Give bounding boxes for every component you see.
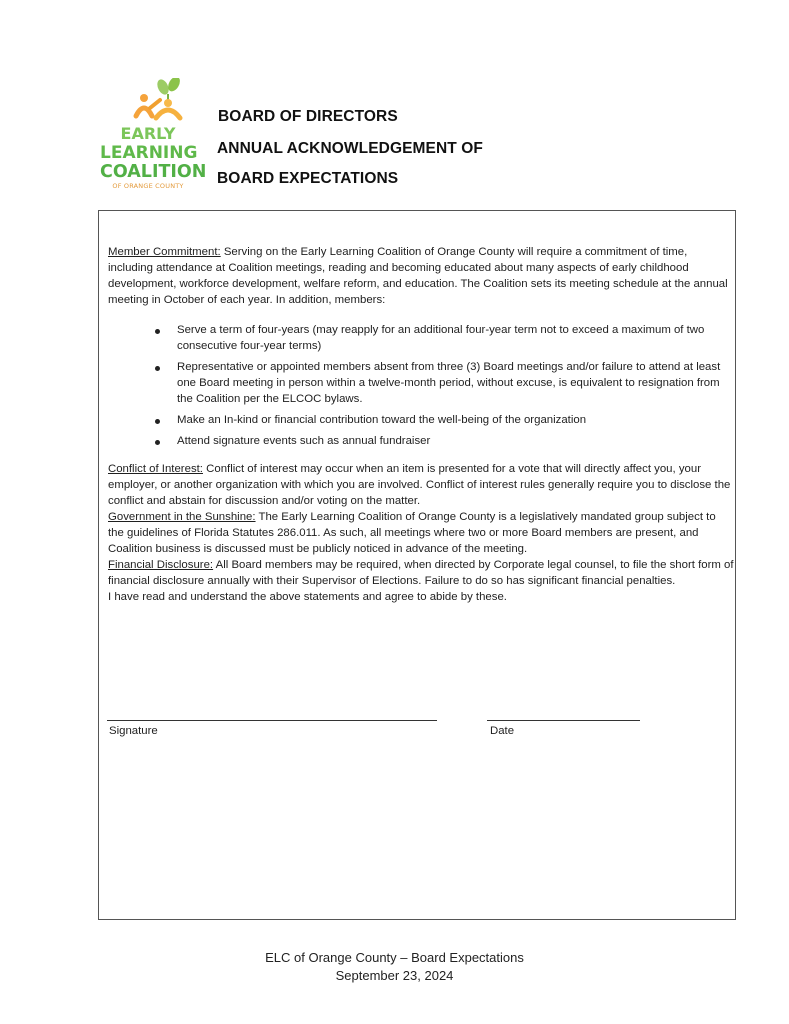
footer-title: ELC of Orange County – Board Expectations — [265, 950, 524, 965]
bullet-icon — [155, 440, 160, 445]
conflict-of-interest-paragraph: Conflict of Interest: Conflict of interest may occur when an item is presented for a vote that will directly affect you, your employer, or another organization with which you are involved. Conflict of interest rules generally require you to disclose the conflict and abstain for discussion and/or voting on the matter. — [108, 463, 731, 507]
member-commitment-heading: Member Commitment: — [108, 246, 221, 258]
leaf-figures-icon — [130, 78, 190, 124]
financial-disclosure-paragraph: Financial Disclosure: All Board members may be required, when directed by Corporate legal counsel, to file the short form of financial disclosure annually with their Supervisor of Elections. Failure to do so has significant financial penalties. — [108, 559, 734, 587]
list-item: Serve a term of four-years (may reapply for an additional four-year term not to exceed a maximum of two consecutive four-year terms) — [152, 322, 732, 354]
policies-section — [108, 461, 734, 605]
heading-board-of-directors: BOARD OF DIRECTORS — [218, 108, 398, 125]
member-commitment-text: Serving on the Early Learning Coalition of Orange County will require a commitment of time, including attendance at Coalition meetings, reading and becoming educated about many aspects of early childhood development, workforce development, welfare reform, and education. The Coalition sets its meeting schedule at the annual meeting in October of each year. In addition, members: — [108, 246, 728, 306]
date-label: Date — [490, 725, 515, 737]
logo-text-coalition: COALITION — [100, 162, 207, 182]
list-item: Make an In-kind or financial contribution toward the well-being of the organization — [152, 412, 732, 428]
financial-disclosure-heading: Financial Disclosure: — [108, 559, 214, 571]
member-requirements-list — [152, 322, 732, 454]
list-item: Attend signature events such as annual fundraiser — [152, 433, 732, 449]
signature-label: Signature — [109, 725, 158, 737]
logo-text-early: EARLY — [120, 124, 176, 143]
logo-text-county: OF ORANGE COUNTY — [112, 182, 184, 190]
heading-board-expectations: BOARD EXPECTATIONS — [217, 170, 399, 187]
bullet-icon — [155, 366, 160, 371]
heading-annual-acknowledgement: ANNUAL ACKNOWLEDGEMENT OF — [217, 140, 483, 157]
agreement-statement: I have read and understand the above statements and agree to abide by these. — [108, 591, 507, 603]
sunshine-heading: Government in the Sunshine: — [108, 511, 256, 523]
elc-logo — [100, 78, 207, 190]
member-commitment-paragraph — [108, 244, 734, 308]
bullet-icon — [155, 419, 160, 424]
signature-line[interactable] — [107, 720, 437, 721]
list-item: Representative or appointed members absent from three (3) Board meetings and/or failure to attend at least one Board meeting in person within a twelve-month period, without excuse, is equivalent to resignation from the Coalition per the ELCOC bylaws. — [152, 359, 732, 407]
conflict-of-interest-heading: Conflict of Interest: — [108, 463, 203, 475]
footer-date: September 23, 2024 — [335, 968, 454, 983]
bullet-icon — [155, 329, 160, 334]
sunshine-paragraph: Government in the Sunshine: The Early Learning Coalition of Orange County is a legislatively mandated group subject to the guidelines of Florida Statutes 286.011. As such, all meetings where two or more Board members are present, and Coalition business is discussed must be publicly noticed in advance of the meeting. — [108, 511, 716, 555]
logo-text-learning: LEARNING — [100, 143, 198, 163]
date-line[interactable] — [487, 720, 640, 721]
